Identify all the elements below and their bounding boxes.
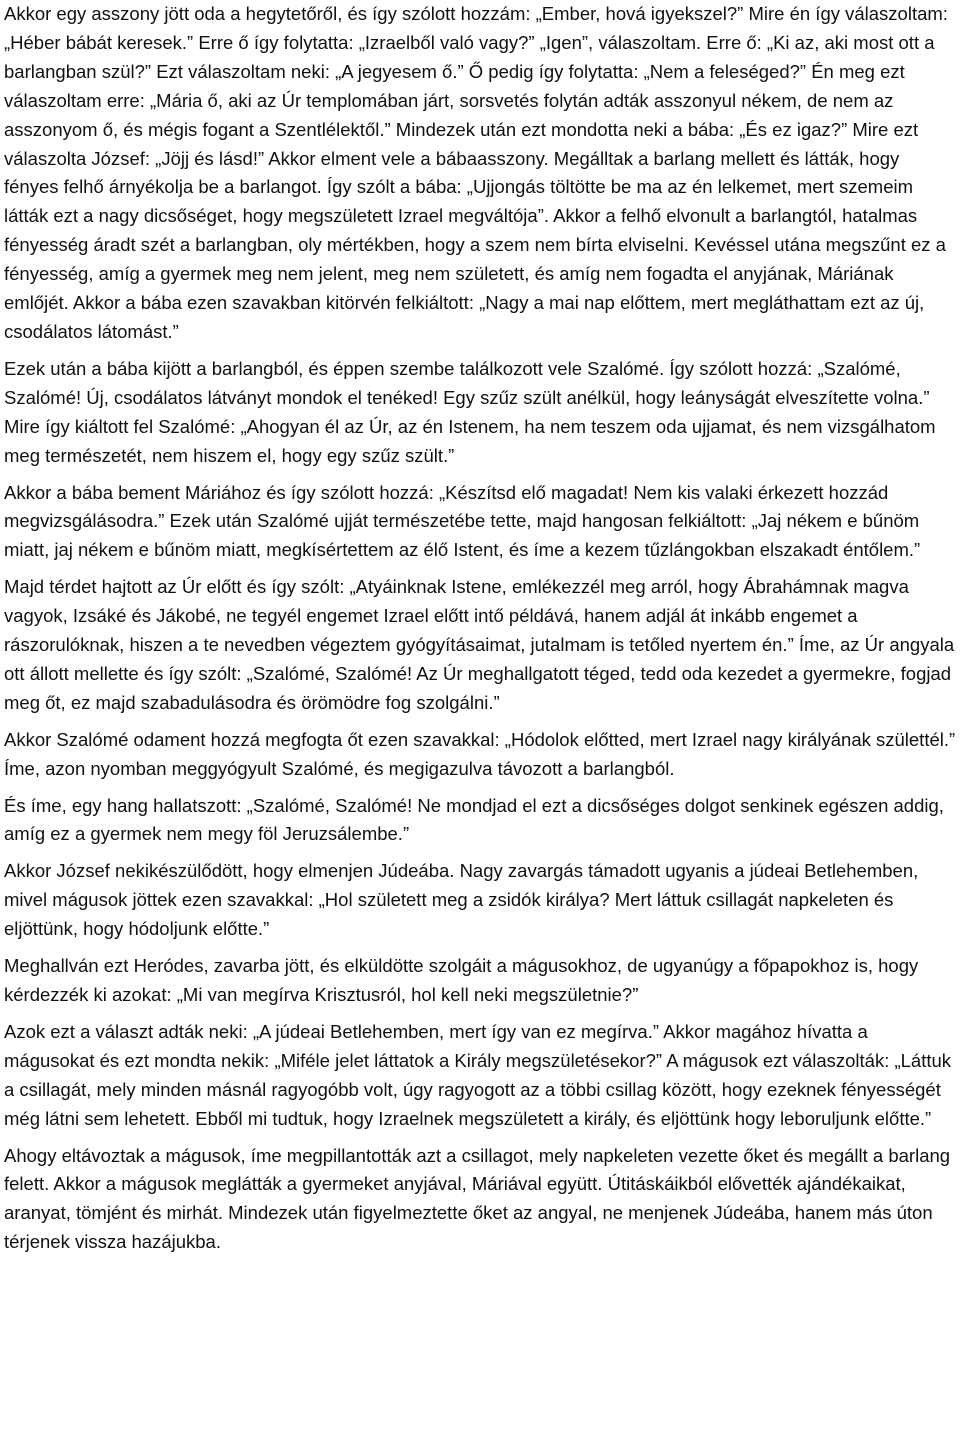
paragraph-6: És íme, egy hang hallatszott: „Szalómé, Szalómé! Ne mondjad el ezt a dicsőséges dolgot senkinek egészen addig, amíg ez a gyermek nem megy föl Jeruzsálembe.” [4,794,944,845]
paragraph-8: Meghallván ezt Heródes, zavarba jött, és elküldötte szolgáit a mágusokhoz, de ugyanúgy a főpapokhoz is, hogy kérdezzék ki azokat: „Mi van megírva Krisztusról, hol kell neki megszületnie?” [4,955,919,1005]
paragraph-3: Akkor a bába bement Máriához és így szólott hozzá: „Készítsd elő magadat! Nem kis valaki érkezett hozzád megvizsgálásodra.” Ezek után Szalómé ujját természetébe tette, majd hangosan felkiáltott: „Jaj nékem e bűnöm miatt, jaj nékem e bűnöm miatt, megkísértettem az élő Istent, és íme a kezem tűzlángokban elszakadt éntőlem.” [4,481,921,561]
paragraph-1: Akkor egy asszony jött oda a hegytetőről, és így szólott hozzám: „Ember, hová igyekszel?” Mire én így válaszoltam: „Héber bábát keresek.” Erre ő így folytatta: „Izraelből való vagy?” „Igen”, válaszoltam. Erre ő: „Ki az, aki most ott a barlangban szül?” Ezt válaszoltam neki: „A jegyesem ő.” Ő pedig így folytatta: „Nem a feleséged?” Én meg ezt válaszoltam erre: „Mária ő, aki az Úr templomában járt, sorsvetés folytán adták asszonyul nékem, de nem az asszonyom ő, és mégis fogant a Szentlélektől.” Mindezek után ezt mondotta neki a bába: „És ez igaz?” Mire ezt válaszolta József: „Jöjj és lásd!” Akkor elment vele a bábaasszony. Megálltak a barlang mellett és látták, hogy fényes felhő árnyékolja be a barlangot. Így szólt a bába: „Ujjongás töltötte be ma az én lelkemet, mert szemeim látták ezt a nagy dicsőséget, hogy megszületett Izrael megváltója”. Akkor a felhő elvonult a barlangtól, hatalmas fényesség áradt szét a barlangban, oly mértékben, hogy a szem nem bírta elviselni. Kevéssel utána megszűnt ez a fényesség, amíg a gyermek meg nem jelent, meg nem született, és amíg nem fogadta el anyjának, Máriának emlőjét. Akkor a bába ezen szavakban kitörvén felkiáltott: „Nagy a mai nap előttem, mert megláthattam ezt az új, csodálatos látomást.” [4,3,948,342]
paragraph-5: Akkor Szalómé odament hozzá megfogta őt ezen szavakkal: „Hódolok előtted, mert Izrael nagy királyának születtél.” Íme, azon nyomban meggyógyult Szalómé, és megigazulva távozott a barlangból. [4,728,956,779]
paragraph-10: Ahogy eltávoztak a mágusok, íme megpillantották azt a csillagot, mely napkeleten vezette őket és megállt a barlang felett. Akkor a mágusok meglátták a gyermeket anyjával, Máriával együtt. Útitáskáikból elővették ajándékaikat, aranyat, tömjént és mirhát. Mindezek után figyelmeztette őket az angyal, ne menjenek Júdeába, hanem más úton térjenek vissza hazájukba. [4,1144,951,1253]
paragraph-2: Ezek után a bába kijött a barlangból, és éppen szembe találkozott vele Szalómé. Így szólott hozzá: „Szalómé, Szalómé! Új, csodálatos látványt mondok el tenéked! Egy szűz szült anélkül, hogy leányságát elveszítette volna.” Mire így kiáltott fel Szalómé: „Ahogyan él az Úr, az én Istenem, ha nem teszem oda ujjamat, és nem vizsgálhatom meg természetét, nem hiszem el, hogy egy szűz szült.” [4,357,936,466]
paragraph-9: Azok ezt a választ adták neki: „A júdeai Betlehemben, mert így van ez megírva.” Akkor magához hívatta a mágusokat és ezt mondta nekik: „Miféle jelet láttatok a Király megszületésekor?” A mágusok ezt válaszolták: „Láttuk a csillagát, mely minden másnál ragyogóbb volt, úgy ragyogott az a többi csillag között, hogy ezeknek fényességét még látni sem lehetett. Ebből mi tudtuk, hogy Izraelnek megszületett a király, és eljöttünk hogy leboruljunk előtte.” [4,1020,952,1129]
paragraph-7: Akkor József nekikészülődött, hogy elmenjen Júdeába. Nagy zavargás támadott ugyanis a júdeai Betlehemben, mivel mágusok jöttek ezen szavakkal: „Hol született meg a zsidók királya? Mert láttuk csillagát napkeleten és eljöttünk, hogy hódoljunk előtte.” [4,860,919,940]
paragraph-4: Majd térdet hajtott az Úr előtt és így szólt: „Atyáinknak Istene, emlékezzél meg arról, hogy Ábrahámnak magva vagyok, Izsáké és Jákobé, ne tegyél engemet Izrael előtt intő példává, hanem adjál át inkább engemet a rászorulóknak, hiszen a te nevedben végeztem gyógyításaimat, jutalmam is tetőled nyertem én.” Íme, az Úr angyala ott állott mellette és így szólt: „Szalómé, Szalómé! Az Úr meghallgatott téged, tedd oda kezedet a gyermekre, fogjad meg őt, ez majd szabadulásodra és örömödre fog szolgálni.” [4,576,955,713]
document-page [4,0,958,1265]
